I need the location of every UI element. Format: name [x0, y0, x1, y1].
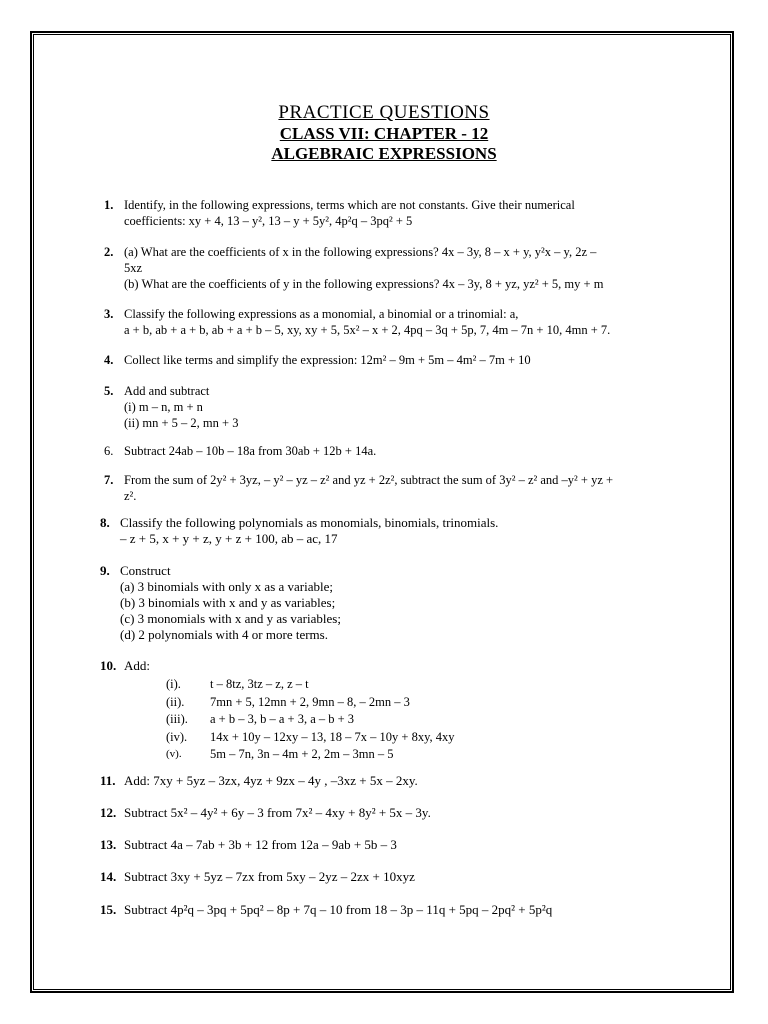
sub-text: a + b – 3, b – a + 3, a – b + 3	[210, 712, 355, 726]
question-text: Add: 7xy + 5yz – 3zx, 4yz + 9zx – 4y , –3xz + 5x – 2xy.	[124, 773, 418, 788]
question-text: Subtract 4p²q – 3pq + 5pq² – 8p + 7q – 10 from 18 – 3p – 11q + 5pq – 2pq² + 5p²q	[124, 902, 553, 917]
question-text: (d) 2 polynomials with 4 or more terms.	[120, 627, 328, 642]
question-text: (b) 3 binomials with x and y as variables;	[120, 595, 336, 610]
question-text: (i) m – n, m + n	[124, 400, 203, 414]
question-number: 8.	[100, 515, 110, 530]
question-text: – z + 5, x + y + z, y + z + 100, ab – ac, 17	[120, 531, 338, 546]
question-text: (ii) mn + 5 – 2, mn + 3	[124, 416, 239, 430]
question-5	[104, 383, 684, 431]
question-4	[104, 352, 684, 368]
question-number: 3.	[104, 307, 114, 321]
sub-text: 7mn + 5, 12mn + 2, 9mn – 8, – 2mn – 3	[210, 694, 410, 709]
sub-question	[166, 746, 684, 764]
question-number: 5.	[104, 384, 114, 398]
title-block	[0, 102, 768, 164]
question-number: 9.	[100, 563, 110, 578]
question-number: 7.	[104, 473, 114, 487]
title-line-2: CLASS VII: CHAPTER - 12	[279, 124, 489, 143]
question-number: 6.	[104, 444, 114, 458]
question-2	[104, 244, 684, 292]
sub-number: (iv).	[166, 729, 188, 744]
question-text: (a) What are the coefficients of x in the following expressions? 4x – 3y, 8 – x + y, y²x – y, 2z –	[124, 245, 597, 259]
question-text: Subtract 4a – 7ab + 3b + 12 from 12a – 9ab + 5b – 3	[124, 837, 397, 852]
question-1	[104, 197, 684, 229]
question-text: Subtract 24ab – 10b – 18a from 30ab + 12b + 14a.	[124, 444, 377, 458]
sub-text: t – 8tz, 3tz – z, z – t	[210, 677, 309, 691]
question-text: Subtract 5x² – 4y² + 6y – 3 from 7x² – 4xy + 8y² + 5x – 3y.	[124, 805, 431, 820]
sub-question	[166, 694, 684, 712]
question-text: Classify the following expressions as a monomial, a binomial or a trinomial: a,	[124, 307, 519, 321]
sub-question	[166, 676, 684, 694]
question-7	[104, 472, 684, 504]
question-text: Add:	[124, 658, 150, 673]
question-8	[100, 515, 684, 547]
question-text: Identify, in the following expressions, terms which are not constants. Give their numerical	[124, 198, 575, 212]
question-15	[100, 902, 684, 918]
question-13	[100, 837, 684, 853]
question-text: a + b, ab + a + b, ab + a + b – 5, xy, xy + 5, 5x² – x + 2, 4pq – 3q + 5p, 7, 4m – 7n + 10, 4mn + 7.	[124, 323, 611, 337]
question-number: 14.	[100, 869, 117, 884]
sub-text: 14x + 10y – 12xy – 13, 18 – 7x – 10y + 8xy, 4xy	[210, 729, 455, 744]
sub-question	[166, 729, 684, 747]
question-number: 4.	[104, 353, 114, 367]
question-text: z².	[124, 489, 137, 503]
question-number: 11.	[100, 773, 116, 788]
question-text: Subtract 3xy + 5yz – 7zx from 5xy – 2yz – 2zx + 10xyz	[124, 869, 415, 884]
sub-text: 5m – 7n, 3n – 4m + 2, 2m – 3mn – 5	[210, 747, 394, 761]
question-text: Construct	[120, 563, 171, 578]
sub-number: (i).	[166, 677, 181, 691]
question-text: (c) 3 monomials with x and y as variables;	[120, 611, 341, 626]
sub-question	[166, 711, 684, 729]
question-10	[100, 658, 684, 764]
title-line-1: PRACTICE QUESTIONS	[278, 102, 490, 123]
question-text: Collect like terms and simplify the expression: 12m² – 9m + 5m – 4m² – 7m + 10	[124, 353, 531, 367]
question-text: Add and subtract	[124, 384, 210, 398]
question-9	[100, 563, 684, 643]
question-number: 12.	[100, 805, 117, 820]
question-text: Classify the following polynomials as monomials, binomials, trinomials.	[120, 515, 499, 530]
sub-number: (iii).	[166, 712, 188, 726]
question-number: 10.	[100, 658, 117, 673]
question-14	[100, 869, 684, 885]
question-text: coefficients: xy + 4, 13 – y², 13 – y + 5y², 4p²q – 3pq² + 5	[124, 214, 413, 228]
sub-number: (v).	[166, 748, 182, 760]
question-11	[100, 773, 684, 789]
question-text: 5xz	[124, 261, 143, 275]
question-number: 1.	[104, 198, 114, 212]
question-text: (a) 3 binomials with only x as a variable;	[120, 579, 334, 594]
question-6	[104, 443, 684, 459]
question-text: From the sum of 2y² + 3yz, – y² – yz – z² and yz + 2z², subtract the sum of 3y² – z² and –y² + yz +	[124, 473, 614, 487]
question-number: 13.	[100, 837, 117, 852]
question-number: 15.	[100, 902, 117, 917]
question-text: (b) What are the coefficients of y in the following expressions? 4x – 3y, 8 + yz, yz² + 5, my + m	[124, 277, 604, 291]
title-line-3: ALGEBRAIC EXPRESSIONS	[271, 144, 497, 163]
question-12	[100, 805, 684, 821]
question-number: 2.	[104, 245, 114, 259]
question-3	[104, 306, 684, 338]
sub-number: (ii).	[166, 694, 185, 709]
